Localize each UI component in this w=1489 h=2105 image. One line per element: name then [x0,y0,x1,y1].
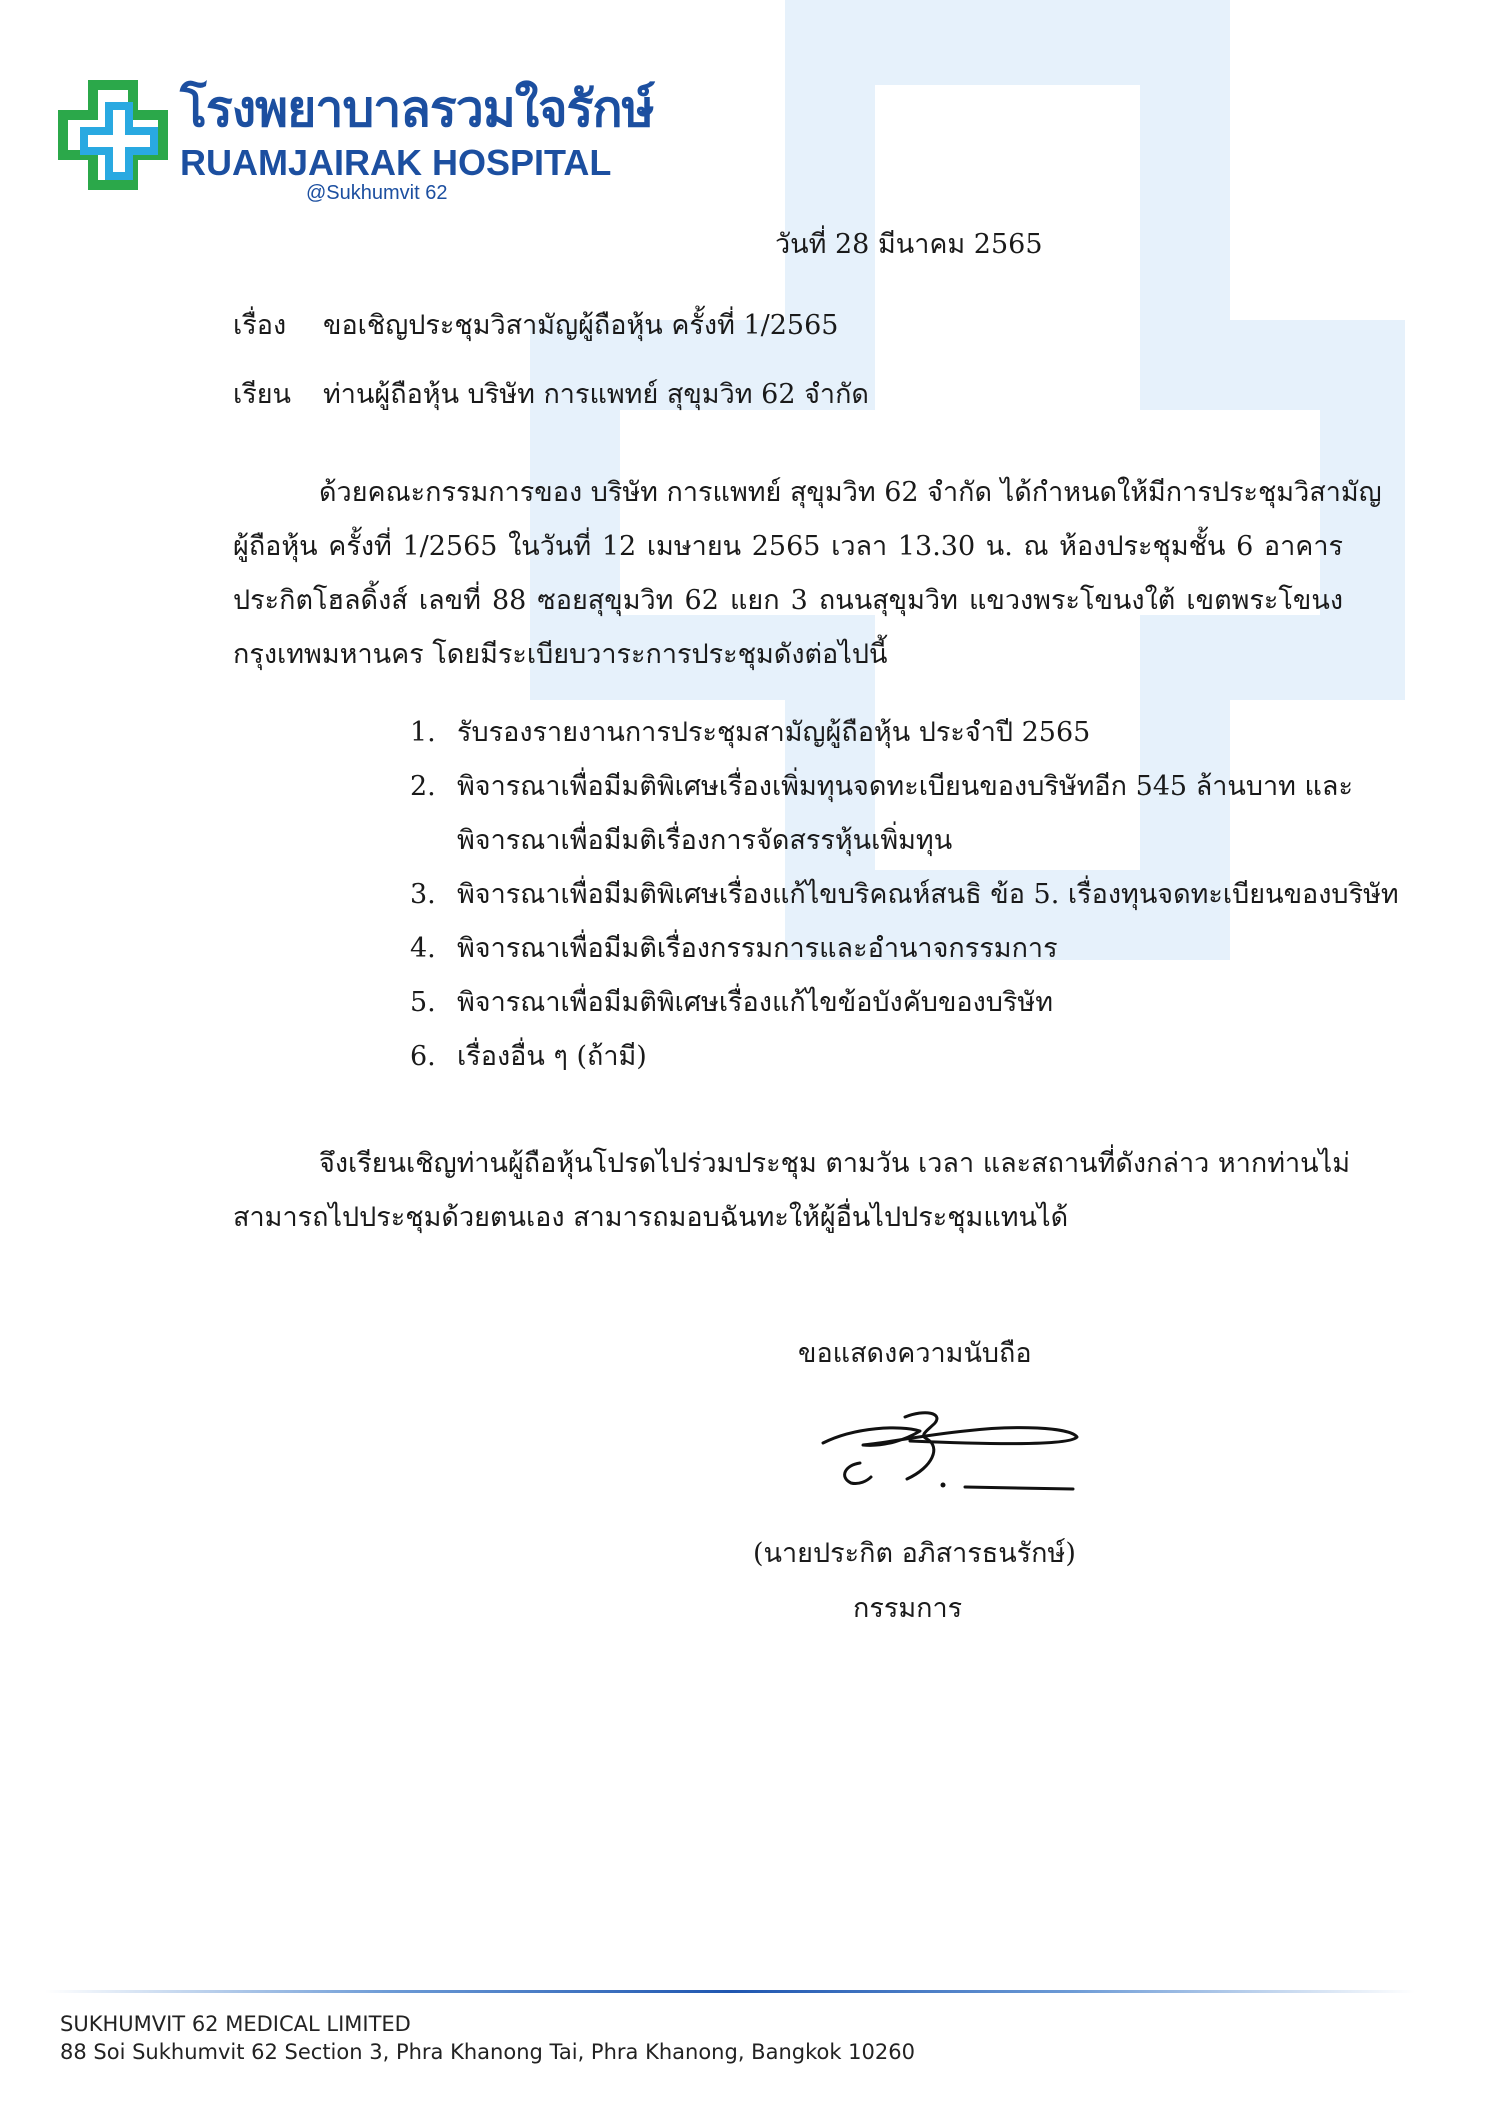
recipient-text: ท่านผู้ถือหุ้น บริษัท การแพทย์ สุขุมวิท 62 จำกัด [323,379,869,410]
agenda-item [410,706,1343,760]
footer-address: 88 Soi Sukhumvit 62 Section 3, Phra Khanong Tai, Phra Khanong, Bangkok 10260 [60,2040,915,2064]
closing-text: ขอแสดงความนับถือ [798,1338,1032,1369]
recipient-label: เรียน [233,379,292,410]
agenda-text: รับรองรายงานการประชุมสามัญผู้ถือหุ้น ประจำปี 2565 [457,717,1091,748]
hospital-name-thai: โรงพยาบาลรวมใจรักษ์ [180,80,654,138]
agenda-text: เรื่องอื่น ๆ (ถ้ามี) [457,1041,647,1072]
agenda-number: 3. [410,879,436,910]
agenda-text: พิจารณาเพื่อมีมติเรื่องกรรมการและอำนาจกรรมการ [457,933,1058,964]
signature-image [815,1405,1095,1510]
agenda-text: พิจารณาเพื่อมีมติพิเศษเรื่องแก้ไขข้อบังคับของบริษัท [457,987,1054,1018]
letter-date: วันที่ 28 มีนาคม 2565 [775,229,1043,260]
agenda-item [410,868,1399,922]
signer-position: กรรมการ [853,1593,963,1624]
hospital-branch: @Sukhumvit 62 [306,182,448,204]
agenda-text: พิจารณาเพื่อมีมติเรื่องการจัดสรรหุ้นเพิ่มทุน [457,825,953,856]
agenda-number: 4. [410,933,436,964]
signer-name: (นายประกิต อภิสารธนรักษ์) [753,1538,1076,1569]
hospital-name-english: RUAMJAIRAK HOSPITAL [180,142,612,183]
agenda-item [410,760,1353,868]
footer-divider [45,1990,1415,1993]
agenda-text: พิจารณาเพื่อมีมติพิเศษเรื่องเพิ่มทุนจดทะเบียนของบริษัทอีก 545 ล้านบาท และ [457,771,1353,802]
intro-line: ด้วยคณะกรรมการของ บริษัท การแพทย์ สุขุมวิท 62 จำกัด ได้กำหนดให้มีการประชุมวิสามัญ [319,477,1382,508]
agenda-item [410,1030,1343,1084]
agenda-number: 6. [410,1041,436,1072]
agenda-item [410,922,1343,976]
invitation-line: สามารถไปประชุมด้วยตนเอง สามารถมอบฉันทะให้ผู้อื่นไปประชุมแทนได้ [233,1202,1069,1233]
intro-line: กรุงเทพมหานคร โดยมีระเบียบวาระการประชุมดังต่อไปนี้ [233,639,888,670]
subject-label: เรื่อง [233,310,287,341]
medical-cross-icon [58,80,168,190]
invitation-paragraph [233,1137,1351,1245]
agenda-number: 2. [410,771,436,802]
agenda-item [410,976,1343,1030]
agenda-list [410,706,1399,1084]
agenda-number: 5. [410,987,436,1018]
footer-company: SUKHUMVIT 62 MEDICAL LIMITED [60,2012,411,2036]
subject-text: ขอเชิญประชุมวิสามัญผู้ถือหุ้น ครั้งที่ 1/2565 [323,310,839,341]
intro-paragraph [233,466,1382,682]
agenda-text: พิจารณาเพื่อมีมติพิเศษเรื่องแก้ไขบริคณห์สนธิ ข้อ 5. เรื่องทุนจดทะเบียนของบริษัท [457,879,1399,910]
intro-line: ประกิตโฮลดิ้งส์ เลขที่ 88 ซอยสุขุมวิท 62 แยก 3 ถนนสุขุมวิท แขวงพระโขนงใต้ เขตพระโขนง [233,585,1343,616]
agenda-number: 1. [410,717,436,748]
intro-line: ผู้ถือหุ้น ครั้งที่ 1/2565 ในวันที่ 12 เมษายน 2565 เวลา 13.30 น. ณ ห้องประชุมชั้น 6 อาคาร [233,531,1343,562]
invitation-line: จึงเรียนเชิญท่านผู้ถือหุ้นโปรดไปร่วมประชุม ตามวัน เวลา และสถานที่ดังกล่าว หากท่านไม่ [319,1148,1351,1179]
